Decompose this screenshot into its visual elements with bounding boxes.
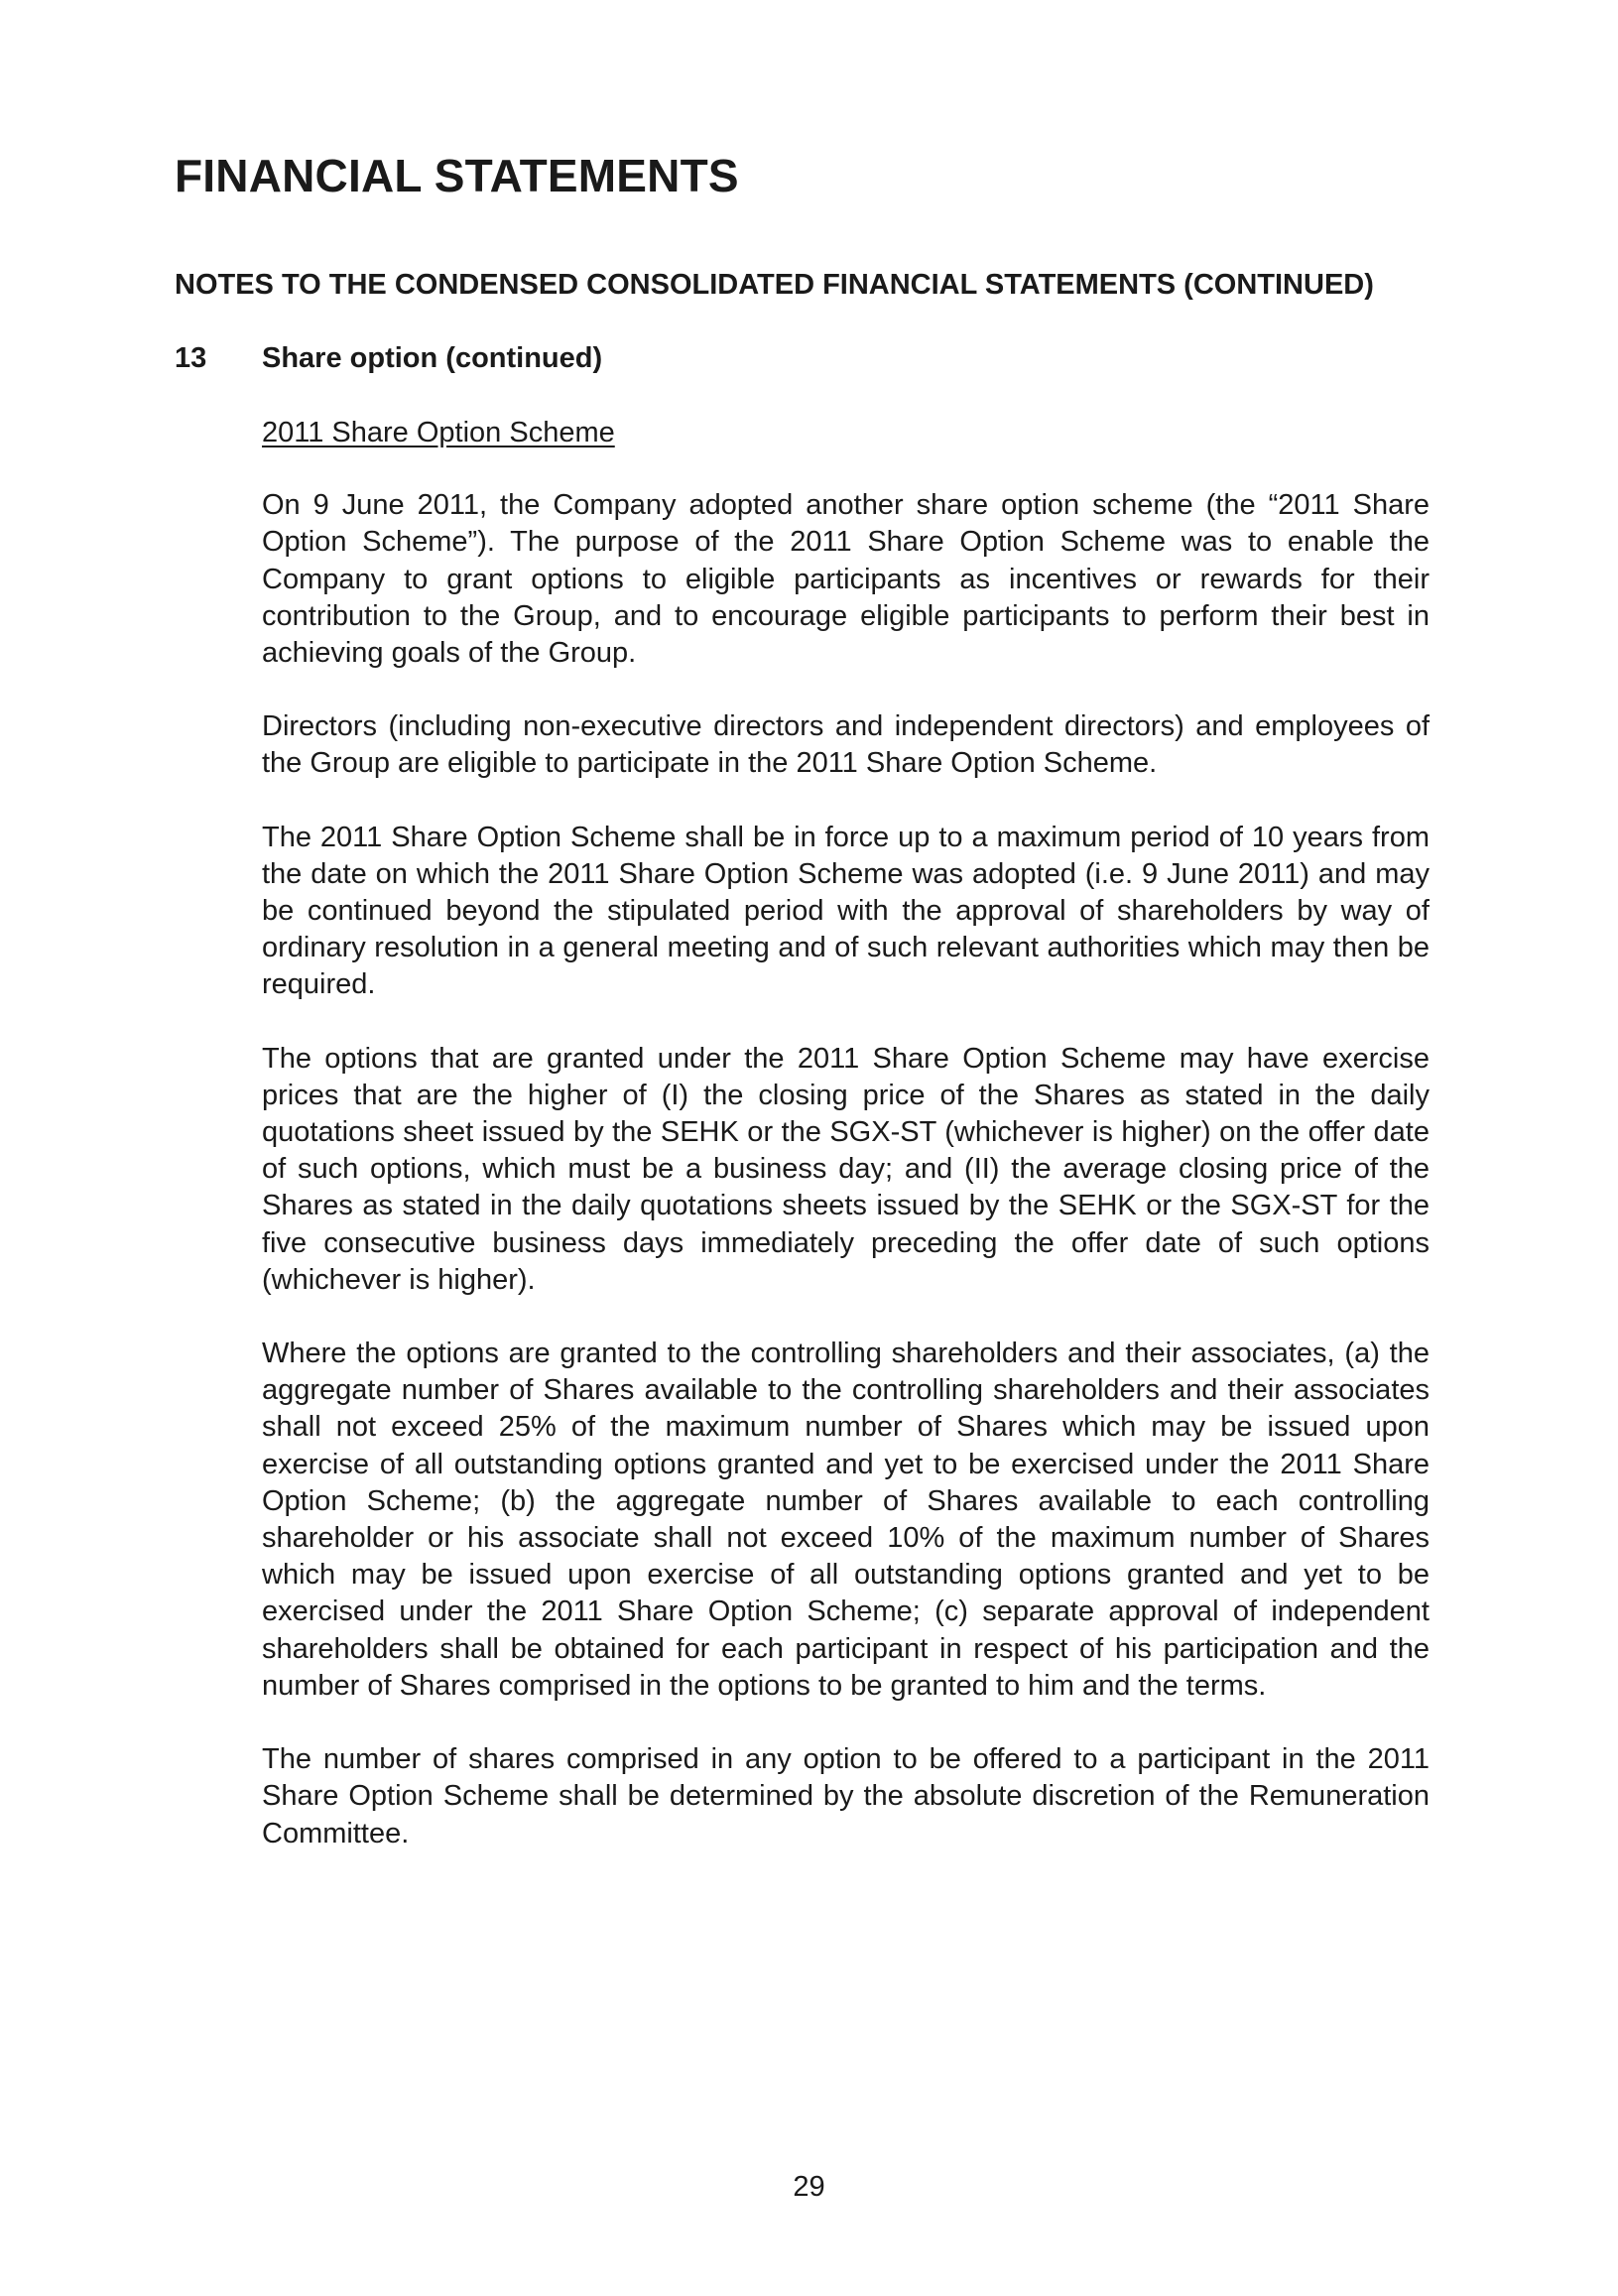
section-title: NOTES TO THE CONDENSED CONSOLIDATED FINANCIAL STATEMENTS (CONTINUED) [175, 269, 1374, 301]
scheme-subheading: 2011 Share Option Scheme [262, 417, 615, 448]
paragraph-duration: The 2011 Share Option Scheme shall be in force up to a maximum period of 10 years from the date on which the 2011 Share Option Scheme was adopted (i.e. 9 June 2011) and may be continued beyond the stipulated period with the approval of shareholders by way of ordinary resolution in a general meeting and of such relevant authorities which may then be required. [262, 821, 1430, 1001]
page-number: 29 [793, 2171, 825, 2203]
paragraph-controlling-shareholders: Where the options are granted to the controlling shareholders and their associates, (a) the aggregate number of Shares available to the controlling shareholders and their associates shall not exceed 25% of the maximum number of Shares which may be issued upon exercise of all outstanding options granted and yet to be exercised under the 2011 Share Option Scheme; (b) the aggregate number of Shares available to each controlling shareholder or his associate shall not exceed 10% of the maximum number of Shares which may be issued upon exercise of all outstanding options granted and yet to be exercised under the 2011 Share Option Scheme; (c) separate approval of independent shareholders shall be obtained for each participant in respect of his participation and the number of Shares comprised in the options to be granted to him and the terms. [262, 1338, 1430, 1702]
note-body [262, 415, 1430, 1889]
note-title: Share option (continued) [262, 342, 603, 374]
note-heading [175, 341, 602, 376]
paragraph-adoption: On 9 June 2011, the Company adopted another share option scheme (the “2011 Share Option Scheme”). The purpose of the 2011 Share Option Scheme was to enable the Company to grant options to eligible participants as incentives or rewards for their contribution to the Group, and to encourage eligible participants to perform their best in achieving goals of the Group. [262, 489, 1430, 670]
paragraph-discretion: The number of shares comprised in any option to be offered to a participant in the 2011 Share Option Scheme shall be determined by the absolute discretion of the Remuneration Committee. [262, 1743, 1430, 1850]
note-number: 13 [175, 342, 207, 374]
paragraph-eligibility: Directors (including non-executive directors and independent directors) and employees of the Group are eligible to participate in the 2011 Share Option Scheme. [262, 710, 1430, 780]
paragraph-exercise-price: The options that are granted under the 2011 Share Option Scheme may have exercise prices that are the higher of (I) the closing price of the Shares as stated in the daily quotations sheet issued by the SEHK or the SGX-ST (whichever is higher) on the offer date of such options, which must be a business day; and (II) the average closing price of the Shares as stated in the daily quotations sheets issued by the SEHK or the SGX-ST for the five consecutive business days immediately preceding the offer date of such options (whichever is higher). [262, 1042, 1430, 1296]
page-title: FINANCIAL STATEMENTS [175, 150, 739, 201]
